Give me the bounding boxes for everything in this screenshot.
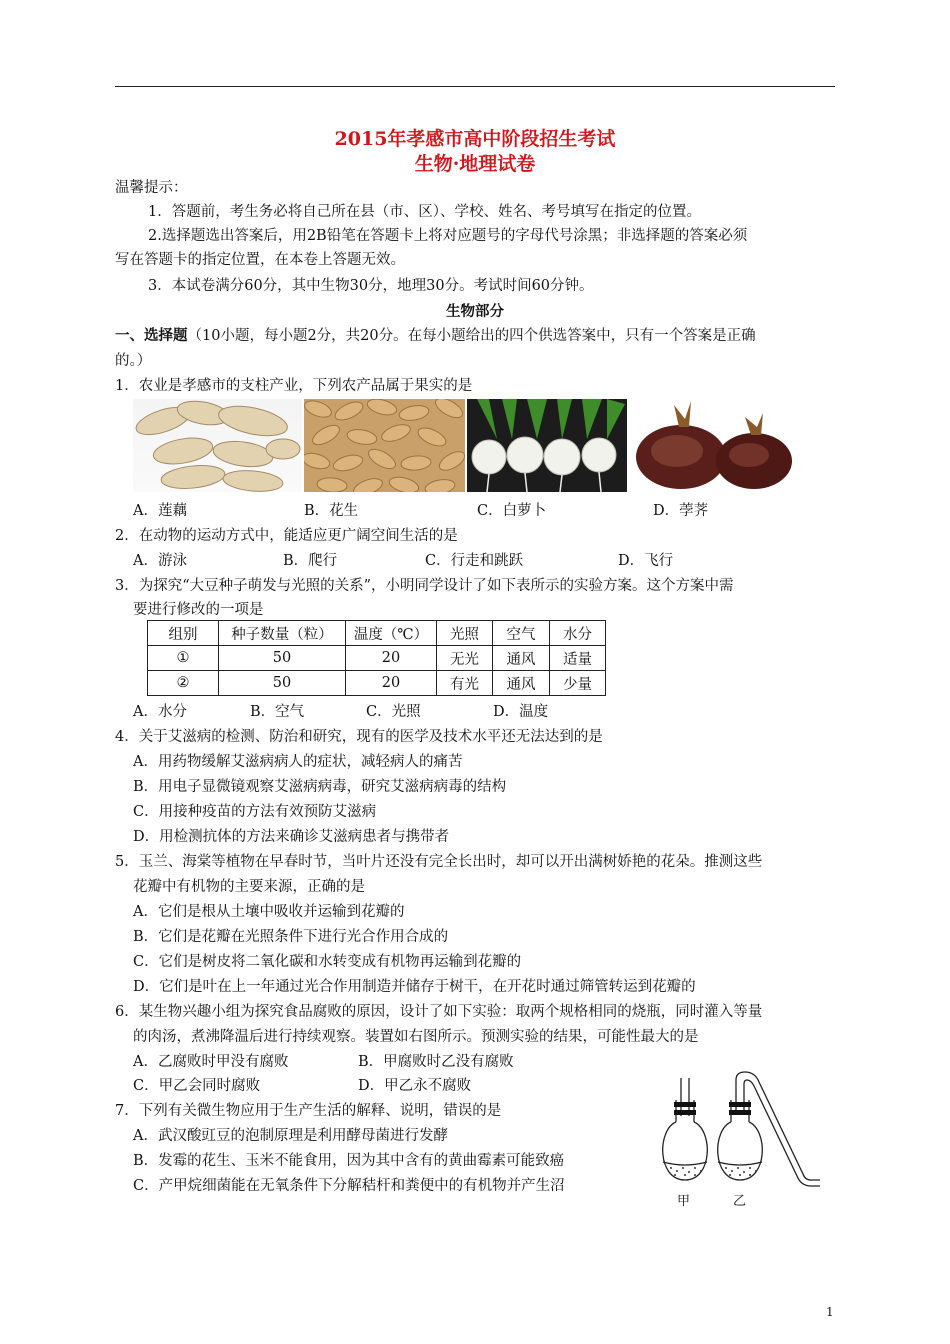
q3-option-c: C．光照 xyxy=(366,704,421,720)
tip-item: 写在答题卡的指定位置，在本卷上答题无效。 xyxy=(115,252,405,268)
table-row xyxy=(148,646,606,671)
q3-option-a: A．水分 xyxy=(133,704,187,720)
q1-option-a: A．莲藕 xyxy=(133,503,187,519)
q1-option-d: D．荸荠 xyxy=(653,503,709,519)
q7-stem: 7．下列有关微生物应用于生产生活的解释、说明，错误的是 xyxy=(115,1103,502,1119)
tip-item: 1．答题前，考生务必将自己所在县（市、区）、学校、姓名、考号填写在指定的位置。 xyxy=(148,204,701,220)
section-title: 生物部分 xyxy=(446,303,504,320)
q1-option-b: B．花生 xyxy=(304,503,359,519)
table-header-cell: 光照 xyxy=(437,621,493,646)
q4-option-d: D．用检测抗体的方法来确诊艾滋病患者与携带者 xyxy=(133,829,450,845)
q2-option-a: A．游泳 xyxy=(133,553,187,569)
table-cell: 适量 xyxy=(550,646,606,671)
table-cell: 50 xyxy=(219,646,346,671)
q1-stem: 1．农业是孝感市的支柱产业，下列农产品属于果实的是 xyxy=(115,378,473,394)
tip-item: 3．本试卷满分60分，其中生物30分，地理30分。考试时间60分钟。 xyxy=(148,278,594,294)
q7-option-b: B．发霉的花生、玉米不能食用，因为其中含有的黄曲霉素可能致癌 xyxy=(133,1153,565,1169)
table-cell: ① xyxy=(148,646,219,671)
table-cell: 有光 xyxy=(437,671,493,696)
table-cell: ② xyxy=(148,671,219,696)
table-header-cell: 种子数量（粒） xyxy=(219,621,346,646)
q3-stem-cont: 要进行修改的一项是 xyxy=(133,602,264,618)
table-header-cell: 空气 xyxy=(493,621,550,646)
table-cell: 20 xyxy=(346,671,437,696)
q6-option-c: C．甲乙会同时腐败 xyxy=(133,1078,261,1094)
q5-option-a: A．它们是根从土壤中吸收并运输到花瓣的 xyxy=(133,904,405,920)
experiment-table xyxy=(147,620,606,696)
section-heading-cont: 的。） xyxy=(115,353,152,369)
table-header-cell: 组别 xyxy=(148,621,219,646)
q7-option-a: A．武汉酸豇豆的泡制原理是利用酵母菌进行发酵 xyxy=(133,1128,448,1144)
section-heading-bold: 一、选择题 xyxy=(115,327,188,344)
top-rule xyxy=(115,86,835,87)
table-cell: 少量 xyxy=(550,671,606,696)
table-cell: 20 xyxy=(346,646,437,671)
q4-option-c: C．用接种疫苗的方法有效预防艾滋病 xyxy=(133,804,377,820)
q3-stem: 3．为探究“大豆种子萌发与光照的关系”，小明同学设计了如下表所示的实验方案。这个方案中需 xyxy=(115,578,734,594)
table-cell: 无光 xyxy=(437,646,493,671)
q2-option-c: C．行走和跳跃 xyxy=(425,553,524,569)
q3-option-d: D．温度 xyxy=(493,704,549,720)
table-cell: 通风 xyxy=(493,646,550,671)
q5-option-c: C．它们是树皮将二氧化碳和水转变成有机物再运输到花瓣的 xyxy=(133,954,522,970)
q2-option-b: B．爬行 xyxy=(283,553,338,569)
q6-option-d: D．甲乙永不腐败 xyxy=(358,1078,472,1094)
section-heading-rest: （10小题，每小题2分，共20分。在每小题给出的四个供选答案中，只有一个答案是正确 xyxy=(187,328,756,344)
table-cell: 50 xyxy=(219,671,346,696)
peanut-photo xyxy=(304,399,465,492)
q4-stem: 4．关于艾滋病的检测、防治和研究，现有的医学及技术水平还无法达到的是 xyxy=(115,729,603,745)
q3-option-b: B．空气 xyxy=(250,704,305,720)
exam-title: 2015年孝感市高中阶段招生考试 xyxy=(334,128,616,150)
flask-label-jia: 甲 xyxy=(677,1194,691,1209)
exam-subtitle: 生物·地理试卷 xyxy=(414,153,536,175)
q4-option-a: A．用药物缓解艾滋病病人的症状，减轻病人的痛苦 xyxy=(133,754,463,770)
water-chestnut-photo xyxy=(629,399,794,492)
q5-option-d: D．它们是叶在上一年通过光合作用制造并储存于树干，在开花时通过筛管转运到花瓣的 xyxy=(133,979,696,995)
q2-stem: 2．在动物的运动方式中，能适应更广阔空间生活的是 xyxy=(115,528,458,544)
q1-option-c: C．白萝卜 xyxy=(477,503,547,519)
q4-option-b: B．用电子显微镜观察艾滋病病毒，研究艾滋病病毒的结构 xyxy=(133,779,507,795)
table-row xyxy=(148,671,606,696)
section-heading xyxy=(115,326,756,346)
q2-option-d: D．飞行 xyxy=(618,553,674,569)
flask-label-yi: 乙 xyxy=(733,1194,747,1209)
q7-option-c: C．产甲烷细菌能在无氧条件下分解秸杆和粪便中的有机物并产生沼 xyxy=(133,1178,565,1194)
q5-stem: 5．玉兰、海棠等植物在早春时节，当叶片还没有完全长出时，却可以开出满树娇艳的花朵。推测这些 xyxy=(115,854,763,870)
table-header-cell: 水分 xyxy=(550,621,606,646)
white-radish-photo xyxy=(467,399,627,492)
table-header-cell: 温度（℃） xyxy=(346,621,437,646)
tip-item: 2.选择题选出答案后，用2B铅笔在答题卡上将对应题号的字母代号涂黑；非选择题的答案必须 xyxy=(148,228,748,244)
flask-diagram xyxy=(655,1070,825,1220)
tips-label: 温馨提示： xyxy=(115,180,188,196)
q6-option-b: B．甲腐败时乙没有腐败 xyxy=(358,1054,514,1070)
q6-stem: 6．某生物兴趣小组为探究食品腐败的原因，设计了如下实验：取两个规格相同的烧瓶，同时灌入等量 xyxy=(115,1004,763,1020)
table-header-row xyxy=(148,621,606,646)
q5-stem-cont: 花瓣中有机物的主要来源，正确的是 xyxy=(133,879,365,895)
q6-stem-cont: 的肉汤，煮沸降温后进行持续观察。装置如右图所示。预测实验的结果，可能性最大的是 xyxy=(133,1029,699,1045)
lotus-root-photo xyxy=(133,399,302,492)
q6-option-a: A．乙腐败时甲没有腐败 xyxy=(133,1054,289,1070)
table-cell: 通风 xyxy=(493,671,550,696)
q5-option-b: B．它们是花瓣在光照条件下进行光合作用合成的 xyxy=(133,929,449,945)
page-number: 1 xyxy=(826,1305,834,1319)
